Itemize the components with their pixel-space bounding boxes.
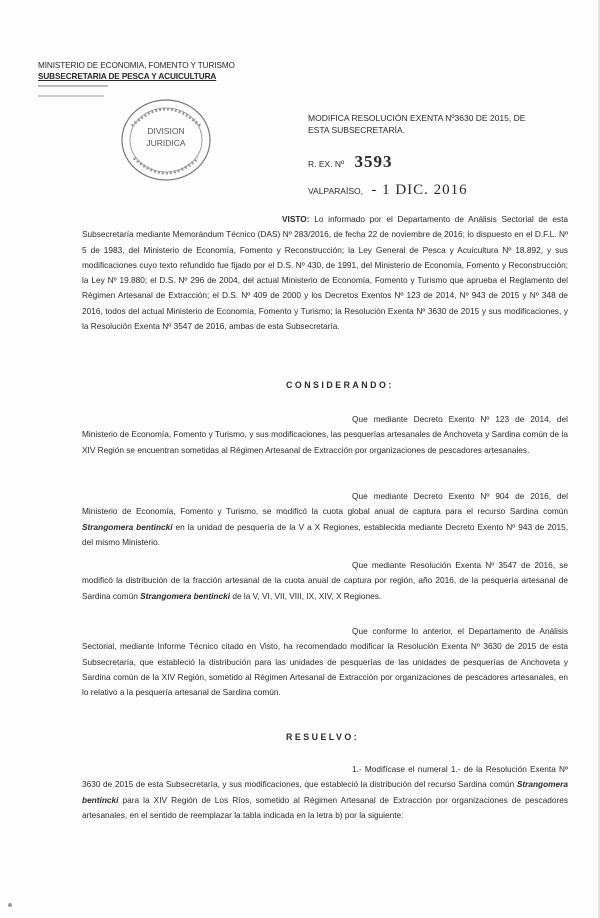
subject-line1: MODIFICA RESOLUCIÓN EXENTA Nº3630 DE 2015, DE [308, 113, 526, 123]
resuelvo-1-text-a: 1.- Modifícase el numeral 1.- de la Resolución Exenta Nº 3630 de 2015 de esta Subsecretaría, y sus modificaciones, que estableció la distribución del recurso Sardina común [82, 764, 568, 790]
visto-paragraph [82, 212, 568, 334]
considerando-heading: CONSIDERANDO: [286, 380, 394, 390]
division-juridica-stamp [118, 96, 214, 184]
considerando-2-text-a: Que mediante Decreto Exento Nº 904 de 2016, del Ministerio de Economía, Fomento y Turismo, se modificó la cuota global anual de captura para el recurso Sardina común [82, 491, 568, 517]
stamp-text-line1: DIVISION [147, 126, 185, 136]
resolution-date [308, 184, 528, 197]
date-value: - 1 DIC. 2016 [371, 182, 468, 198]
considerando-1 [82, 412, 568, 458]
rex-label: R. EX. Nº [308, 159, 345, 169]
subsecretaria-name: SUBSECRETARIA DE PESCA Y ACUICULTURA [38, 72, 217, 81]
considerando-3 [82, 558, 568, 604]
visto-label: VISTO: [282, 214, 310, 224]
stamp-text-line2: JURIDICA [146, 138, 186, 148]
ministry-name: MINISTERIO DE ECONOMIA, FOMENTO Y TURISMO [38, 61, 235, 70]
considerando-2-text-b: en la unidad de pesquería de la V a X Regiones, establecida mediante Decreto Exento Nº 943 de 2015, del mismo Ministerio. [82, 521, 569, 547]
header-smudge [38, 95, 104, 97]
species-name: Strangomera bentincki [140, 590, 231, 601]
considerando-1-text: Que mediante Decreto Exento Nº 123 de 2014, del Ministerio de Economía, Fomento y Turismo, y sus modificaciones, las pesquerías artesanales de Anchoveta y Sardina común de la XIV Región se encuentran sometidas al Régimen Artesanal de Extracción por organizaciones de pescadores artesanales. [82, 414, 568, 455]
considerando-4-text: Que conforme lo anterior, el Departamento de Análisis Sectorial, mediante Informe Técnico citado en Visto, ha recomendado modificar la Resolución Exenta Nº 3630 de 2015 de esta Subsecretaría, que estableció la distribución para las unidades de pesquerías de las unidades de pesquerías de Anchoveta y Sardina común de la XIV Región, sometido al Régimen Artesanal de Extracción por organizaciones de pescadores artesanales, en lo relativo a la pesquería artesanal de Sardina común. [82, 626, 568, 698]
considerando-2 [82, 489, 568, 550]
considerando-3-text-b: de la V, VI, VII, VIII, IX, XIV, X Regiones. [230, 590, 382, 601]
resuelvo-1-text-b: para la XIV Región de Los Ríos, sometido al Régimen Artesanal de Extracción por organizaciones de pescadores artesanales, en el sentido de reemplazar la tabla indicada en la letra b) por la siguiente: [82, 794, 568, 820]
scan-mark [8, 903, 12, 907]
rex-number: 3593 [354, 152, 393, 171]
visto-text: Lo informado por el Departamento de Análisis Sectorial de esta Subsecretaría mediante Memorándum Técnico (DAS) Nº 283/2016, de fecha 22 de noviembre de 2016; lo dispuesto en el D.F.L. Nº 5 de 1983, del Ministerio de Economía, Fomento y Reconstrucción; la Ley General de Pesca y Acuicultura Nº 18.892, y sus modificaciones cuyo texto refundido fue fijado por el D.S. Nº 430, de 1991, del Ministerio de Economía, Fomento y Reconstrucción; la Ley Nº 19.880; el D.S. Nº 296 de 2004, del actual Ministerio de Economía, Fomento y Turismo que aprueba el Reglamento del Régimen Artesanal de Extracción; el D.S. Nº 409 de 2000 y los Decretos Exentos Nº 123 de 2014, Nº 943 de 2015 y Nº 348 de 2016, todos del actual Ministerio de Economía, Fomento y Turismo; la Resolución Exenta Nº 3630 de 2015 y sus modificaciones, y la Resolución Exenta Nº 3547 de 2016, ambas de esta Subsecretaría. [82, 214, 568, 332]
resolution-subject [308, 112, 558, 136]
considerando-4 [82, 624, 568, 700]
header-smudge [38, 85, 108, 87]
place-label: VALPARAÍSO, [308, 186, 363, 196]
subject-line2: ESTA SUBSECRETARÍA. [308, 125, 405, 135]
species-name: Strangomera bentincki [82, 521, 173, 532]
species-name: Strangomera bentincki [82, 779, 568, 805]
resuelvo-heading: RESUELVO: [286, 732, 360, 742]
resuelvo-1 [82, 762, 568, 823]
resolution-number [308, 152, 528, 171]
considerando-3-text-a: Que mediante Resolución Exenta Nº 3547 de 2016, se modificó la distribución de la fracción artesanal de la cuota anual de captura por región, año 2016, de la pesquería artesanal de Sardina común [82, 560, 568, 601]
